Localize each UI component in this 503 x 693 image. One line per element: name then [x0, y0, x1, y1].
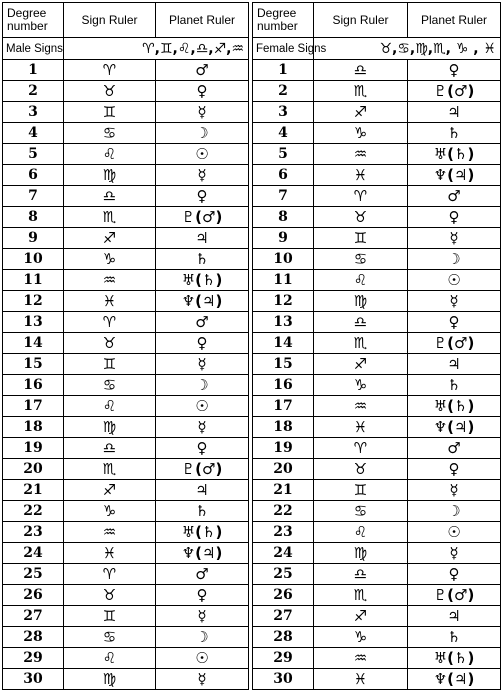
sign-ruler-cell: ♋: [64, 375, 156, 396]
degree-number-cell: 1: [253, 60, 314, 81]
planet-ruler-cell: ♀: [408, 312, 501, 333]
degree-row: [3, 564, 249, 585]
degree-number-cell: 8: [253, 207, 314, 228]
degree-row: [253, 438, 501, 459]
sign-ruler-cell: ♉: [64, 333, 156, 354]
planet-ruler-cell: ♅(♄): [156, 522, 249, 543]
planet-ruler-cell: ☽: [156, 627, 249, 648]
degree-number-cell: 19: [253, 438, 314, 459]
degree-row: [253, 543, 501, 564]
degree-number-cell: 22: [253, 501, 314, 522]
planet-ruler-cell: ♃: [408, 354, 501, 375]
sign-ruler-cell: ♏: [64, 459, 156, 480]
planet-ruler-cell: ☽: [408, 249, 501, 270]
sign-ruler-cell: ♈: [314, 438, 408, 459]
sign-ruler-cell: ♉: [64, 81, 156, 102]
sign-ruler-cell: ♋: [64, 627, 156, 648]
degree-number-cell: 12: [253, 291, 314, 312]
degree-row: [253, 228, 501, 249]
degree-number-cell: 29: [253, 648, 314, 669]
degree-row: [3, 81, 249, 102]
sign-ruler-cell: ♎: [64, 186, 156, 207]
planet-ruler-cell: ♀: [408, 60, 501, 81]
degree-number-cell: 5: [253, 144, 314, 165]
degree-number-cell: 28: [3, 627, 64, 648]
degree-number-cell: 20: [3, 459, 64, 480]
planet-ruler-cell: ☿: [156, 669, 249, 690]
male-signs-row: [3, 38, 249, 60]
planet-ruler-cell: ☿: [156, 165, 249, 186]
degree-number-cell: 2: [3, 81, 64, 102]
planet-ruler-cell: ♇(♂): [156, 207, 249, 228]
planet-ruler-cell: ♆(♃): [408, 417, 501, 438]
sign-ruler-cell: ♓: [64, 543, 156, 564]
planet-ruler-cell: ♀: [156, 81, 249, 102]
planet-ruler-cell: ☿: [408, 480, 501, 501]
male-signs-label: Male Signs: [3, 38, 64, 60]
sign-ruler-cell: ♊: [64, 102, 156, 123]
degree-row: [3, 480, 249, 501]
sign-ruler-cell: ♓: [314, 669, 408, 690]
sign-ruler-cell: ♊: [314, 480, 408, 501]
degree-number-cell: 15: [3, 354, 64, 375]
planet-ruler-cell: ♆(♃): [408, 165, 501, 186]
planet-ruler-cell: ♂: [156, 60, 249, 81]
sign-ruler-cell: ♋: [64, 123, 156, 144]
planet-ruler-cell: ☿: [408, 228, 501, 249]
degree-row: [253, 669, 501, 690]
degree-row: [253, 207, 501, 228]
planet-ruler-cell: ☉: [156, 648, 249, 669]
planet-ruler-cell: ♀: [156, 438, 249, 459]
degree-number-cell: 8: [3, 207, 64, 228]
planet-ruler-cell: ☉: [408, 522, 501, 543]
planet-ruler-cell: ♄: [156, 501, 249, 522]
degree-row: [253, 291, 501, 312]
male-signs-table: [2, 2, 249, 690]
degree-row: [3, 354, 249, 375]
degree-row: [3, 459, 249, 480]
degree-row: [253, 522, 501, 543]
planet-ruler-header: Planet Ruler: [156, 3, 249, 38]
planet-ruler-cell: ♄: [408, 123, 501, 144]
planet-ruler-cell: ♄: [156, 249, 249, 270]
planet-ruler-header: Planet Ruler: [408, 3, 501, 38]
degree-row: [253, 648, 501, 669]
degree-number-cell: 17: [3, 396, 64, 417]
degree-number-cell: 12: [3, 291, 64, 312]
degree-row: [253, 564, 501, 585]
sign-ruler-cell: ♊: [64, 606, 156, 627]
degree-number-cell: 7: [253, 186, 314, 207]
degree-number-cell: 16: [253, 375, 314, 396]
degree-row: [3, 669, 249, 690]
sign-ruler-header: Sign Ruler: [314, 3, 408, 38]
degree-row: [253, 123, 501, 144]
degree-number-cell: 21: [253, 480, 314, 501]
sign-ruler-cell: ♊: [64, 354, 156, 375]
sign-ruler-cell: ♉: [314, 459, 408, 480]
planet-ruler-cell: ♇(♂): [156, 459, 249, 480]
degree-number-cell: 26: [3, 585, 64, 606]
planet-ruler-cell: ♄: [408, 375, 501, 396]
degree-row: [253, 417, 501, 438]
degree-row: [3, 249, 249, 270]
degree-number-cell: 13: [253, 312, 314, 333]
sign-ruler-cell: ♑: [314, 627, 408, 648]
degree-row: [253, 459, 501, 480]
degree-number-cell: 28: [253, 627, 314, 648]
planet-ruler-cell: ♆(♃): [156, 543, 249, 564]
degree-row: [253, 249, 501, 270]
degree-row: [253, 627, 501, 648]
sign-ruler-cell: ♈: [314, 186, 408, 207]
female-signs-label: Female Signs: [253, 38, 314, 60]
degree-row: [3, 102, 249, 123]
planet-ruler-cell: ♇(♂): [408, 81, 501, 102]
degree-row: [3, 333, 249, 354]
sign-ruler-cell: ♈: [64, 312, 156, 333]
degree-number-cell: 29: [3, 648, 64, 669]
degree-number-cell: 16: [3, 375, 64, 396]
degree-row: [253, 270, 501, 291]
planet-ruler-cell: ☉: [156, 396, 249, 417]
degree-number-cell: 2: [253, 81, 314, 102]
degree-number-cell: 27: [253, 606, 314, 627]
degree-number-cell: 7: [3, 186, 64, 207]
degree-row: [3, 270, 249, 291]
planet-ruler-cell: ♀: [408, 564, 501, 585]
degree-row: [253, 501, 501, 522]
degree-row: [3, 585, 249, 606]
degree-number-cell: 17: [253, 396, 314, 417]
planet-ruler-cell: ♇(♂): [408, 333, 501, 354]
planet-ruler-cell: ☉: [408, 270, 501, 291]
planet-ruler-cell: ♅(♄): [156, 270, 249, 291]
planet-ruler-cell: ☿: [156, 417, 249, 438]
degree-number-cell: 30: [253, 669, 314, 690]
sign-ruler-cell: ♈: [64, 60, 156, 81]
planet-ruler-cell: ♂: [408, 186, 501, 207]
degree-number-cell: 18: [253, 417, 314, 438]
degree-number-cell: 14: [253, 333, 314, 354]
sign-ruler-cell: ♉: [64, 585, 156, 606]
degree-row: [253, 333, 501, 354]
planet-ruler-cell: ♀: [156, 585, 249, 606]
sign-ruler-cell: ♉: [314, 207, 408, 228]
sign-ruler-cell: ♐: [314, 102, 408, 123]
degree-row: [253, 165, 501, 186]
degree-number-cell: 14: [3, 333, 64, 354]
sign-ruler-cell: ♎: [314, 312, 408, 333]
degree-number-cell: 25: [253, 564, 314, 585]
planet-ruler-cell: ♀: [408, 207, 501, 228]
degree-row: [253, 375, 501, 396]
degree-row: [3, 417, 249, 438]
sign-ruler-cell: ♒: [314, 144, 408, 165]
sign-ruler-cell: ♑: [64, 501, 156, 522]
sign-ruler-cell: ♌: [314, 270, 408, 291]
sign-ruler-header: Sign Ruler: [64, 3, 156, 38]
planet-ruler-cell: ♅(♄): [408, 144, 501, 165]
sign-ruler-cell: ♒: [64, 270, 156, 291]
degree-number-cell: 4: [3, 123, 64, 144]
degree-number-cell: 3: [253, 102, 314, 123]
degree-row: [253, 606, 501, 627]
planet-ruler-cell: ♂: [408, 438, 501, 459]
degree-row: [3, 606, 249, 627]
planet-ruler-cell: ☿: [408, 291, 501, 312]
degree-number-cell: 20: [253, 459, 314, 480]
degree-row: [253, 396, 501, 417]
sign-ruler-cell: ♌: [314, 522, 408, 543]
sign-ruler-cell: ♍: [64, 165, 156, 186]
planet-ruler-cell: ♇(♂): [408, 585, 501, 606]
planet-ruler-cell: ♄: [408, 627, 501, 648]
degree-row: [3, 627, 249, 648]
sign-ruler-cell: ♍: [314, 291, 408, 312]
degree-number-cell: 19: [3, 438, 64, 459]
sign-ruler-cell: ♌: [64, 396, 156, 417]
degree-number-cell: 10: [253, 249, 314, 270]
sign-ruler-cell: ♏: [64, 207, 156, 228]
degree-row: [3, 144, 249, 165]
planet-ruler-cell: ☉: [156, 144, 249, 165]
sign-ruler-cell: ♌: [64, 648, 156, 669]
header-row: [253, 3, 501, 38]
degree-row: [3, 438, 249, 459]
sign-ruler-cell: ♍: [64, 669, 156, 690]
planet-ruler-cell: ♀: [156, 186, 249, 207]
header-row: [3, 3, 249, 38]
degree-row: [253, 354, 501, 375]
sign-ruler-cell: ♒: [64, 522, 156, 543]
degree-number-cell: 6: [3, 165, 64, 186]
planet-ruler-cell: ♃: [156, 480, 249, 501]
female-signs-row: [253, 38, 501, 60]
degree-number-cell: 24: [253, 543, 314, 564]
degree-number-cell: 26: [253, 585, 314, 606]
sign-ruler-cell: ♋: [314, 249, 408, 270]
degree-number-cell: 3: [3, 102, 64, 123]
sign-ruler-cell: ♐: [314, 354, 408, 375]
planet-ruler-cell: ♅(♄): [408, 396, 501, 417]
sign-ruler-cell: ♒: [314, 648, 408, 669]
sign-ruler-cell: ♏: [314, 585, 408, 606]
degree-row: [253, 186, 501, 207]
degree-number-header: Degree number: [3, 3, 64, 38]
degree-row: [3, 375, 249, 396]
degree-row: [253, 480, 501, 501]
degree-number-cell: 25: [3, 564, 64, 585]
degree-row: [253, 60, 501, 81]
planet-ruler-cell: ♂: [156, 564, 249, 585]
degree-row: [3, 543, 249, 564]
planet-ruler-cell: ♆(♃): [156, 291, 249, 312]
female-signs-symbols: ♉,♋,♍,♏, ♑ , ♓: [314, 38, 501, 60]
sign-ruler-cell: ♍: [64, 417, 156, 438]
sign-ruler-cell: ♋: [314, 501, 408, 522]
sign-ruler-cell: ♈: [64, 564, 156, 585]
degree-row: [253, 585, 501, 606]
degree-row: [3, 228, 249, 249]
planet-ruler-cell: ♅(♄): [408, 648, 501, 669]
planet-ruler-cell: ♀: [156, 333, 249, 354]
degree-row: [3, 396, 249, 417]
male-signs-symbols: ♈,♊,♌,♎,♐,♒: [64, 38, 249, 60]
planet-ruler-cell: ☿: [156, 102, 249, 123]
female-signs-table: [252, 2, 501, 690]
degree-row: [3, 648, 249, 669]
degree-number-cell: 4: [253, 123, 314, 144]
sign-ruler-cell: ♏: [314, 333, 408, 354]
degree-row: [3, 291, 249, 312]
degree-number-cell: 10: [3, 249, 64, 270]
sign-ruler-cell: ♐: [64, 228, 156, 249]
degree-number-cell: 15: [253, 354, 314, 375]
sign-ruler-cell: ♓: [314, 417, 408, 438]
degree-row: [3, 165, 249, 186]
planet-ruler-cell: ♂: [156, 312, 249, 333]
degree-row: [253, 102, 501, 123]
planet-ruler-cell: ♃: [408, 102, 501, 123]
degree-row: [3, 501, 249, 522]
planet-ruler-cell: ☿: [408, 543, 501, 564]
degree-number-cell: 23: [3, 522, 64, 543]
degree-row: [253, 81, 501, 102]
sign-ruler-cell: ♐: [314, 606, 408, 627]
degree-number-cell: 21: [3, 480, 64, 501]
planet-ruler-cell: ♀: [408, 459, 501, 480]
planet-ruler-cell: ☿: [156, 606, 249, 627]
degree-number-cell: 5: [3, 144, 64, 165]
degree-number-header: Degree number: [253, 3, 314, 38]
sign-ruler-cell: ♑: [64, 249, 156, 270]
sign-ruler-cell: ♏: [314, 81, 408, 102]
degree-number-cell: 9: [3, 228, 64, 249]
degree-number-cell: 23: [253, 522, 314, 543]
sign-ruler-cell: ♎: [314, 564, 408, 585]
degree-number-cell: 30: [3, 669, 64, 690]
degree-number-cell: 9: [253, 228, 314, 249]
degree-row: [3, 522, 249, 543]
degree-row: [253, 144, 501, 165]
planet-ruler-cell: ☽: [156, 123, 249, 144]
degree-number-cell: 24: [3, 543, 64, 564]
degree-number-cell: 22: [3, 501, 64, 522]
planet-ruler-cell: ♃: [156, 228, 249, 249]
degree-number-cell: 11: [253, 270, 314, 291]
degree-row: [3, 123, 249, 144]
sign-ruler-cell: ♎: [64, 438, 156, 459]
degree-row: [3, 60, 249, 81]
degree-number-cell: 13: [3, 312, 64, 333]
planet-ruler-cell: ☿: [156, 354, 249, 375]
degree-row: [3, 207, 249, 228]
planet-ruler-cell: ♆(♃): [408, 669, 501, 690]
degree-number-cell: 18: [3, 417, 64, 438]
sign-ruler-cell: ♍: [314, 543, 408, 564]
degree-row: [253, 312, 501, 333]
planet-ruler-cell: ♃: [408, 606, 501, 627]
sign-ruler-cell: ♓: [314, 165, 408, 186]
degree-number-cell: 11: [3, 270, 64, 291]
sign-ruler-cell: ♎: [314, 60, 408, 81]
sign-ruler-cell: ♒: [314, 396, 408, 417]
sign-ruler-cell: ♑: [314, 123, 408, 144]
degree-number-cell: 6: [253, 165, 314, 186]
planet-ruler-cell: ☽: [408, 501, 501, 522]
sign-ruler-cell: ♌: [64, 144, 156, 165]
degree-row: [3, 312, 249, 333]
planet-ruler-cell: ☽: [156, 375, 249, 396]
sign-ruler-cell: ♑: [314, 375, 408, 396]
degree-number-cell: 27: [3, 606, 64, 627]
degree-row: [3, 186, 249, 207]
sign-ruler-cell: ♓: [64, 291, 156, 312]
sign-ruler-cell: ♊: [314, 228, 408, 249]
sign-ruler-cell: ♐: [64, 480, 156, 501]
degree-number-cell: 1: [3, 60, 64, 81]
